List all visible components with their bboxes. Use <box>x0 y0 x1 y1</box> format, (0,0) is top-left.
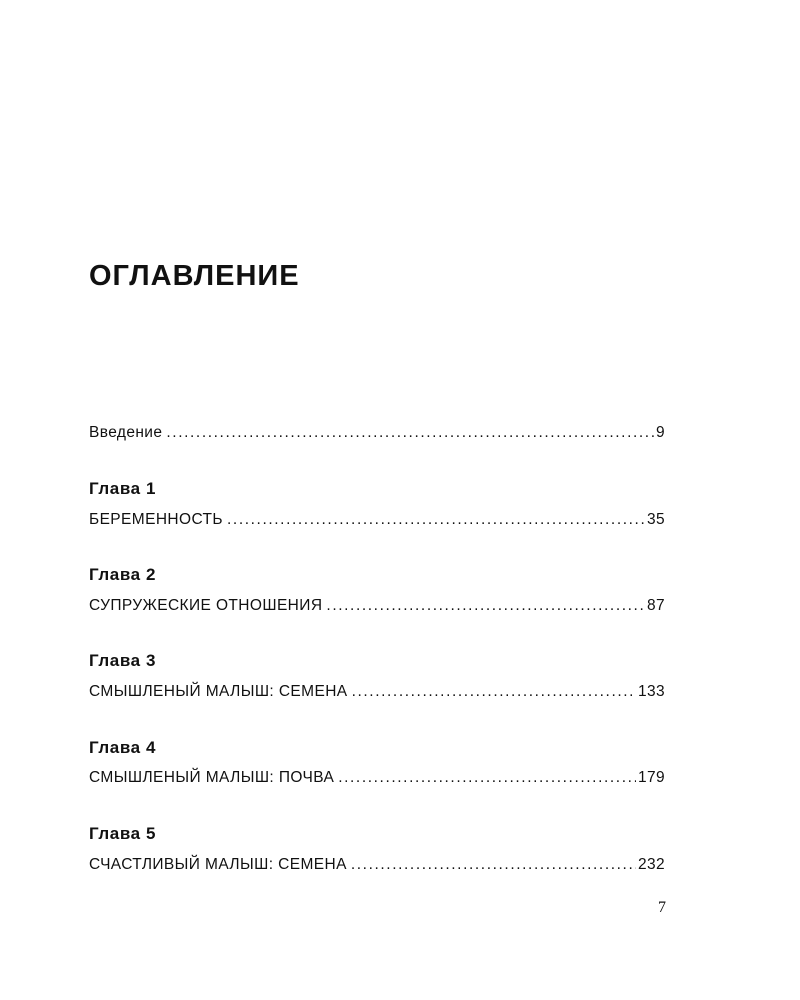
toc-entry-page: 232 <box>637 856 665 873</box>
toc-entry-page: 87 <box>646 597 665 614</box>
dot-leader <box>351 856 636 874</box>
dot-leader <box>166 424 654 442</box>
toc-entry-chapter-2[interactable] <box>89 597 665 615</box>
toc-entry-label: СУПРУЖЕСКИЕ ОТНОШЕНИЯ <box>89 597 323 614</box>
dot-leader <box>338 769 636 787</box>
toc-entry-label: СМЫШЛЕНЫЙ МАЛЫШ: СЕМЕНА <box>89 683 348 700</box>
toc-entry-label: Введение <box>89 424 163 441</box>
toc-entry-chapter-1[interactable] <box>89 511 665 529</box>
toc-entry-label: СЧАСТЛИВЫЙ МАЛЫШ: СЕМЕНА <box>89 856 347 873</box>
toc-entry-chapter-3[interactable] <box>89 683 665 701</box>
chapter-5-heading: Глава 5 <box>89 824 157 843</box>
toc-entry-page: 179 <box>637 769 665 786</box>
dot-leader <box>352 683 636 701</box>
toc-entry-page: 35 <box>646 511 665 528</box>
toc-entry-introduction[interactable] <box>89 424 665 442</box>
dot-leader <box>326 597 645 615</box>
chapter-3-heading: Глава 3 <box>89 651 157 670</box>
chapter-4-heading: Глава 4 <box>89 738 157 757</box>
toc-entry-label: БЕРЕМЕННОСТЬ <box>89 511 223 528</box>
chapter-1-heading: Глава 1 <box>89 479 157 498</box>
page-number: 7 <box>658 899 666 916</box>
dot-leader <box>227 511 645 529</box>
toc-entry-page: 9 <box>655 424 665 441</box>
toc-entry-label: СМЫШЛЕНЫЙ МАЛЫШ: ПОЧВА <box>89 769 335 786</box>
toc-entry-page: 133 <box>637 683 665 700</box>
toc-entry-chapter-5[interactable] <box>89 856 665 874</box>
toc-entry-chapter-4[interactable] <box>89 769 665 787</box>
chapter-2-heading: Глава 2 <box>89 565 157 584</box>
page-title: ОГЛАВЛЕНИЕ <box>89 260 300 292</box>
